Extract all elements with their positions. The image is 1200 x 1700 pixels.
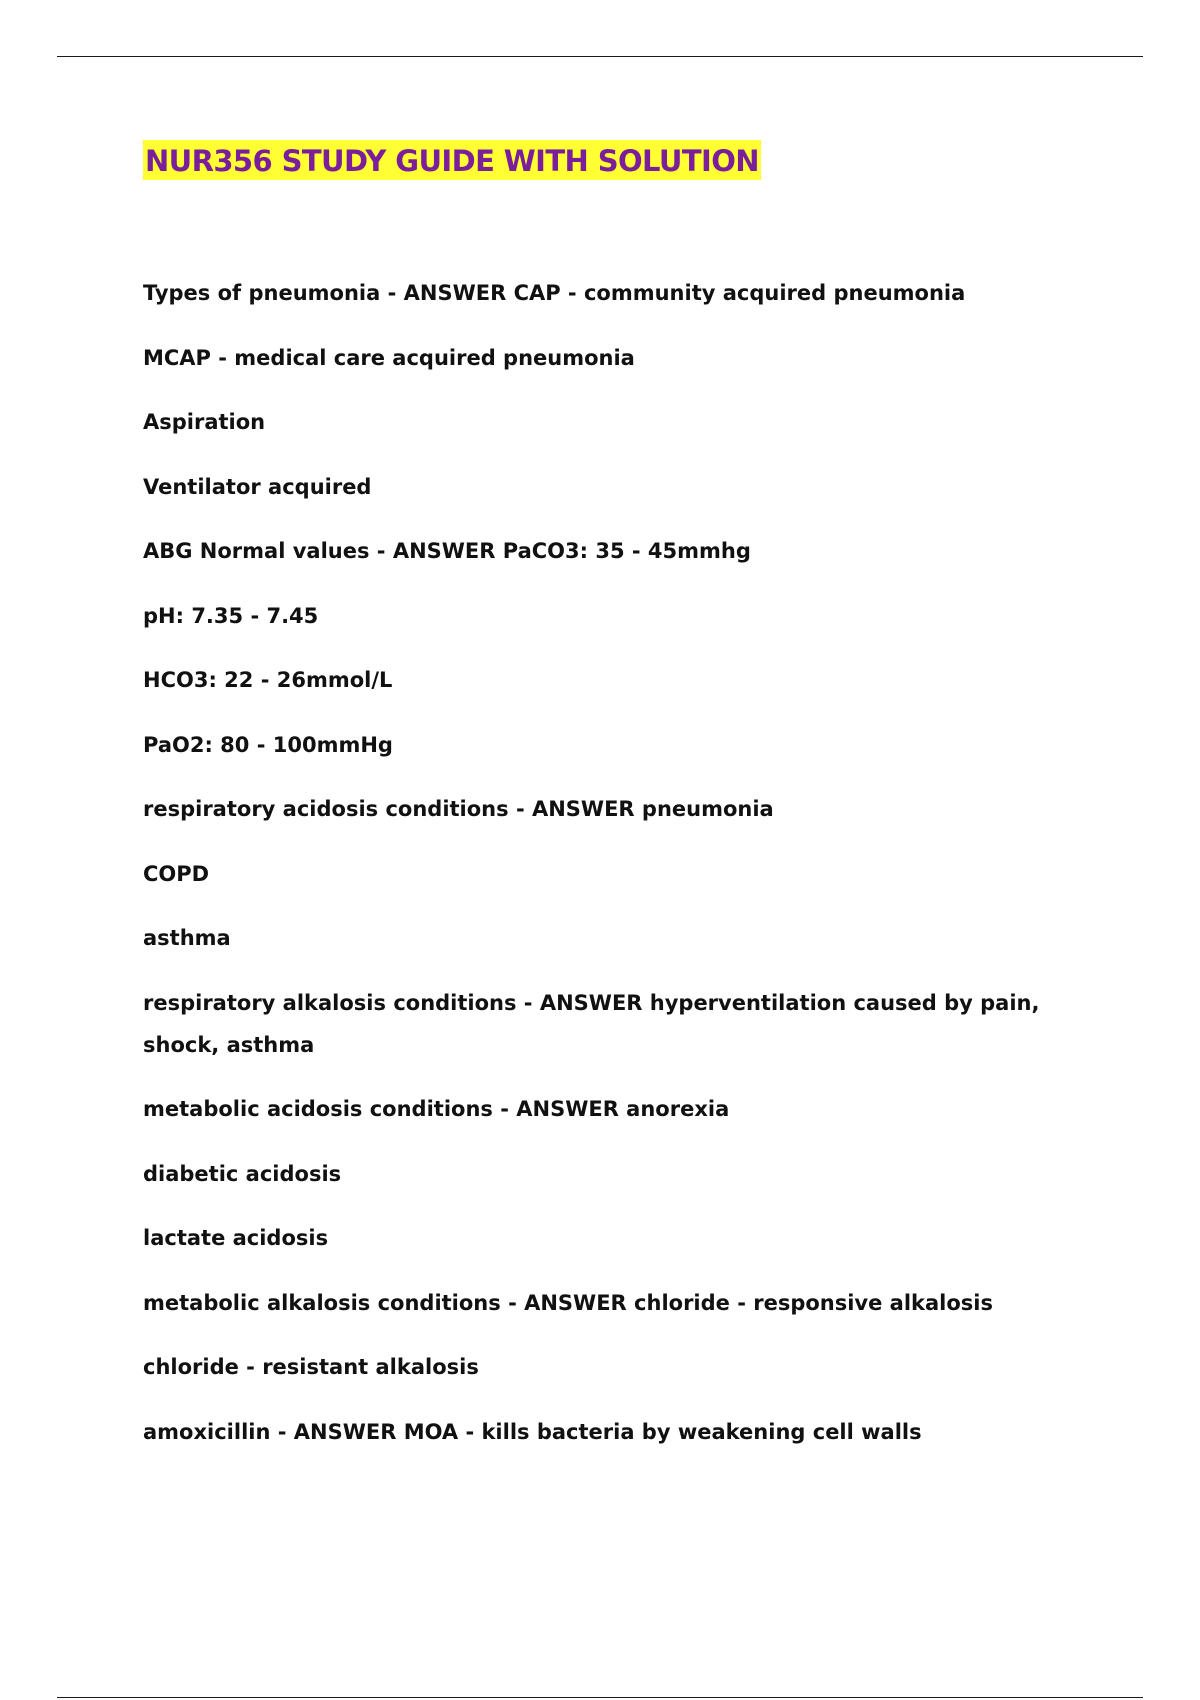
study-line: diabetic acidosis <box>143 1161 342 1186</box>
study-line: HCO3: 22 - 26mmol/L <box>143 668 393 692</box>
study-line: amoxicillin - ANSWER MOA - kills bacteria by weakening cell walls <box>143 1419 922 1444</box>
study-line: lactate acidosis <box>143 1226 329 1250</box>
study-line: Ventilator acquired <box>143 474 372 499</box>
study-line: PaO2: 80 - 100mmHg <box>143 732 393 757</box>
study-line: Types of pneumonia - ANSWER CAP - community acquired pneumonia <box>143 281 966 305</box>
study-line: chloride - resistant alkalosis <box>143 1355 479 1379</box>
study-line: metabolic acidosis conditions - ANSWER anorexia <box>143 1097 730 1121</box>
study-line: asthma <box>143 926 231 950</box>
study-line: Aspiration <box>143 410 266 434</box>
study-line: metabolic alkalosis conditions - ANSWER chloride - responsive alkalosis <box>143 1290 994 1315</box>
study-guide-body <box>143 272 1093 1475</box>
study-line: ABG Normal values - ANSWER PaCO3: 35 - 45mmhg <box>143 539 751 563</box>
header-rule <box>57 56 1143 57</box>
footer-rule <box>57 1697 1143 1698</box>
title-block <box>143 140 761 180</box>
study-line: MCAP - medical care acquired pneumonia <box>143 345 635 370</box>
study-line: respiratory acidosis conditions - ANSWER pneumonia <box>143 797 774 821</box>
study-line: pH: 7.35 - 7.45 <box>143 603 319 628</box>
study-line: COPD <box>143 861 210 886</box>
study-line: respiratory alkalosis conditions - ANSWER hyperventilation caused by pain, shock, asthma <box>143 990 1040 1057</box>
document-title: NUR356 STUDY GUIDE WITH SOLUTION <box>143 140 761 180</box>
